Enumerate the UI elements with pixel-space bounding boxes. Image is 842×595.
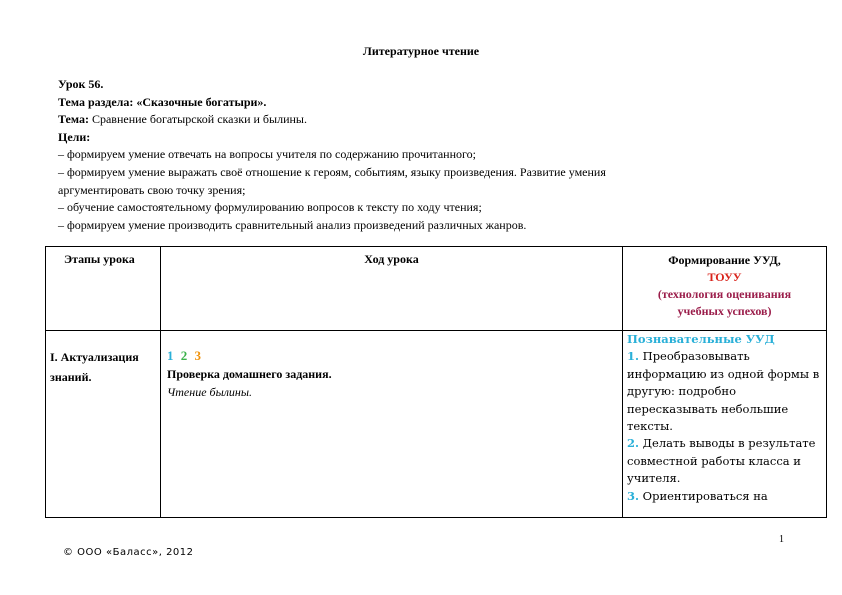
goal-item: аргументировать свою точку зрения; xyxy=(58,182,246,197)
uud-title: Познавательные УУД xyxy=(627,332,775,346)
page-number: 1 xyxy=(779,534,784,545)
task-title: Проверка домашнего задания. xyxy=(167,367,332,381)
table-row xyxy=(46,331,827,518)
uud-item-text: Ориентироваться на xyxy=(642,488,768,503)
level-3-marker: 3 xyxy=(194,348,203,363)
header-uud xyxy=(623,247,827,331)
header-uud-title: Формирование УУД, xyxy=(668,253,781,267)
document-title: Литературное чтение xyxy=(362,44,480,58)
section-value: «Сказочные богатыри». xyxy=(136,94,267,109)
topic-value: Сравнение богатырской сказки и былины. xyxy=(91,112,307,127)
goals-label: Цели: xyxy=(58,129,91,144)
topic-label: Тема: xyxy=(58,112,89,127)
uud-item xyxy=(627,348,822,435)
level-2-marker: 2 xyxy=(180,348,190,363)
goal-item: – формируем умение отвечать на вопросы учителя по содержанию прочитанного; xyxy=(58,147,476,162)
uud-item-text: Преобразовывать информацию из одной формы в другую: подробно пересказывать небольшие тексты. xyxy=(627,349,820,434)
uud-item-number: 2. xyxy=(627,436,640,451)
course-cell xyxy=(161,331,623,518)
uud-item-number: 1. xyxy=(627,349,640,364)
header-toyy-desc-1: (технология оценивания xyxy=(657,287,792,301)
goal-item: – обучение самостоятельному формулированию вопросов к тексту по ходу чтения; xyxy=(58,200,482,215)
uud-item xyxy=(627,488,822,505)
copyright-footer: © ООО «Баласс», 2012 xyxy=(63,547,194,558)
section-label: Тема раздела: xyxy=(58,94,134,109)
uud-item-number: 3. xyxy=(627,488,640,503)
goal-item: – формируем умение производить сравнительный анализ произведений различных жанров. xyxy=(58,217,527,232)
header-toyy: ТОУУ xyxy=(707,270,742,284)
lesson-plan-table xyxy=(45,246,827,518)
uud-item-text: Делать выводы в результате совместной работы класса и учителя. xyxy=(627,436,816,486)
header-stages: Этапы урока xyxy=(46,247,161,331)
header-toyy-desc-2: учебных успехов) xyxy=(677,304,772,318)
level-markers xyxy=(167,347,616,365)
uud-cell xyxy=(623,331,827,518)
lesson-number: Урок 56. xyxy=(58,77,104,91)
table-header-row xyxy=(46,247,827,331)
uud-item xyxy=(627,435,822,487)
section-line xyxy=(58,94,798,112)
lesson-header xyxy=(58,76,798,234)
level-1-marker: 1 xyxy=(167,348,176,363)
stage-cell: I. Актуализация знаний. xyxy=(46,331,161,518)
goal-item: – формируем умение выражать своё отношение к героям, событиям, языку произведения. Развитие умения xyxy=(58,164,606,179)
header-course: Ход урока xyxy=(161,247,623,331)
topic-line xyxy=(58,111,798,129)
task-detail: Чтение былины. xyxy=(167,385,253,399)
